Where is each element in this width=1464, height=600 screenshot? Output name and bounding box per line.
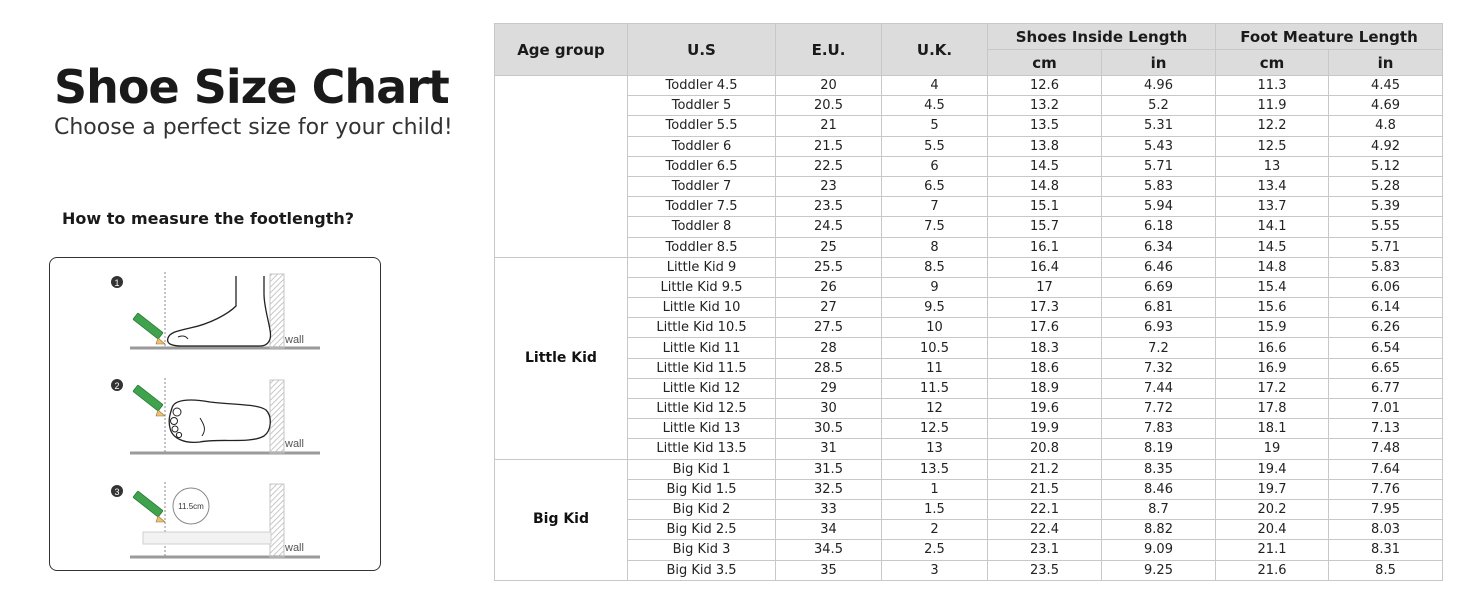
cell-us: Little Kid 11	[628, 338, 776, 358]
cell-foot-in: 5.71	[1329, 237, 1443, 257]
cell-eu: 30.5	[776, 419, 882, 439]
cell-shoes-cm: 18.9	[988, 378, 1102, 398]
cell-us: Little Kid 13.5	[628, 439, 776, 459]
age-group-cell: Big Kid	[495, 459, 628, 580]
cell-shoes-in: 8.46	[1102, 479, 1216, 499]
cell-uk: 7.5	[882, 217, 988, 237]
cell-uk: 6	[882, 156, 988, 176]
cell-shoes-in: 7.2	[1102, 338, 1216, 358]
cell-us: Little Kid 10.5	[628, 318, 776, 338]
table-row	[495, 197, 1443, 217]
header-shoes-in: in	[1102, 50, 1216, 76]
cell-foot-in: 5.12	[1329, 156, 1443, 176]
cell-us: Big Kid 2	[628, 499, 776, 519]
cell-eu: 35	[776, 560, 882, 580]
table-row	[495, 277, 1443, 297]
cell-us: Toddler 4.5	[628, 76, 776, 96]
cell-shoes-cm: 17.6	[988, 318, 1102, 338]
cell-shoes-cm: 22.4	[988, 520, 1102, 540]
cell-foot-cm: 16.6	[1216, 338, 1329, 358]
cell-foot-in: 7.13	[1329, 419, 1443, 439]
pencil-icon	[133, 313, 165, 344]
cell-us: Toddler 5.5	[628, 116, 776, 136]
table-row	[495, 176, 1443, 196]
cell-foot-in: 7.01	[1329, 399, 1443, 419]
cell-shoes-cm: 18.6	[988, 358, 1102, 378]
page-subtitle: Choose a perfect size for your child!	[54, 115, 453, 140]
cell-foot-cm: 14.8	[1216, 257, 1329, 277]
cell-uk: 11.5	[882, 378, 988, 398]
step-3	[111, 482, 320, 557]
cell-foot-cm: 19.4	[1216, 459, 1329, 479]
cell-shoes-in: 6.46	[1102, 257, 1216, 277]
cell-eu: 26	[776, 277, 882, 297]
cell-uk: 4	[882, 76, 988, 96]
cell-shoes-in: 9.25	[1102, 560, 1216, 580]
measurement-value: 11.5cm	[178, 502, 204, 511]
cell-foot-cm: 15.6	[1216, 298, 1329, 318]
pencil-icon	[133, 385, 165, 416]
header-age-group: Age group	[495, 24, 628, 76]
header-foot-cm: cm	[1216, 50, 1329, 76]
cell-us: Toddler 5	[628, 96, 776, 116]
cell-uk: 2.5	[882, 540, 988, 560]
cell-eu: 21.5	[776, 136, 882, 156]
cell-foot-cm: 13.4	[1216, 176, 1329, 196]
cell-eu: 27.5	[776, 318, 882, 338]
cell-foot-in: 7.64	[1329, 459, 1443, 479]
table-row	[495, 358, 1443, 378]
cell-eu: 33	[776, 499, 882, 519]
table-row	[495, 217, 1443, 237]
table-row	[495, 298, 1443, 318]
cell-eu: 31.5	[776, 459, 882, 479]
cell-foot-in: 6.26	[1329, 318, 1443, 338]
cell-uk: 13.5	[882, 459, 988, 479]
header-eu: E.U.	[776, 24, 882, 76]
step-2-number: 2	[114, 381, 120, 391]
cell-shoes-cm: 19.9	[988, 419, 1102, 439]
cell-foot-in: 6.77	[1329, 378, 1443, 398]
cell-foot-in: 4.92	[1329, 136, 1443, 156]
wall-icon	[270, 484, 284, 557]
table-row	[495, 96, 1443, 116]
cell-foot-in: 4.8	[1329, 116, 1443, 136]
cell-us: Little Kid 13	[628, 419, 776, 439]
cell-shoes-cm: 17	[988, 277, 1102, 297]
cell-shoes-cm: 17.3	[988, 298, 1102, 318]
cell-eu: 23	[776, 176, 882, 196]
foot-side-icon	[168, 276, 271, 346]
cell-us: Little Kid 11.5	[628, 358, 776, 378]
cell-us: Big Kid 1	[628, 459, 776, 479]
cell-us: Little Kid 12	[628, 378, 776, 398]
cell-us: Toddler 8.5	[628, 237, 776, 257]
cell-uk: 8	[882, 237, 988, 257]
cell-foot-cm: 13.7	[1216, 197, 1329, 217]
cell-foot-in: 5.39	[1329, 197, 1443, 217]
foot-top-icon	[169, 400, 270, 442]
header-foot-in: in	[1329, 50, 1443, 76]
cell-shoes-in: 5.94	[1102, 197, 1216, 217]
cell-shoes-cm: 20.8	[988, 439, 1102, 459]
cell-eu: 28.5	[776, 358, 882, 378]
cell-eu: 28	[776, 338, 882, 358]
cell-foot-cm: 12.5	[1216, 136, 1329, 156]
table-row	[495, 318, 1443, 338]
cell-shoes-cm: 13.5	[988, 116, 1102, 136]
cell-us: Toddler 6.5	[628, 156, 776, 176]
table-row	[495, 459, 1443, 479]
cell-us: Little Kid 9	[628, 257, 776, 277]
cell-shoes-cm: 12.6	[988, 76, 1102, 96]
age-group-cell	[495, 76, 628, 258]
cell-eu: 22.5	[776, 156, 882, 176]
step-1	[111, 272, 320, 348]
cell-eu: 29	[776, 378, 882, 398]
cell-us: Big Kid 1.5	[628, 479, 776, 499]
cell-shoes-in: 7.72	[1102, 399, 1216, 419]
cell-foot-in: 7.48	[1329, 439, 1443, 459]
cell-shoes-in: 8.82	[1102, 520, 1216, 540]
header-shoes-inside-length: Shoes Inside Length	[988, 24, 1216, 50]
table-row	[495, 439, 1443, 459]
cell-foot-in: 6.54	[1329, 338, 1443, 358]
cell-uk: 2	[882, 520, 988, 540]
cell-foot-cm: 13	[1216, 156, 1329, 176]
cell-us: Toddler 7	[628, 176, 776, 196]
cell-foot-cm: 19.7	[1216, 479, 1329, 499]
age-group-cell: Little Kid	[495, 257, 628, 459]
cell-foot-in: 5.83	[1329, 257, 1443, 277]
ruler-icon	[143, 532, 271, 544]
size-chart-table	[494, 23, 1443, 581]
cell-us: Big Kid 3	[628, 540, 776, 560]
table-row	[495, 520, 1443, 540]
cell-us: Toddler 7.5	[628, 197, 776, 217]
cell-shoes-cm: 18.3	[988, 338, 1102, 358]
table-row	[495, 499, 1443, 519]
cell-us: Big Kid 2.5	[628, 520, 776, 540]
table-row	[495, 560, 1443, 580]
cell-shoes-in: 9.09	[1102, 540, 1216, 560]
cell-shoes-cm: 15.7	[988, 217, 1102, 237]
cell-eu: 23.5	[776, 197, 882, 217]
measure-illustration	[50, 258, 380, 570]
wall-label: wall	[285, 334, 304, 346]
cell-eu: 25	[776, 237, 882, 257]
wall-icon	[270, 380, 284, 453]
cell-foot-in: 5.55	[1329, 217, 1443, 237]
cell-foot-in: 7.95	[1329, 499, 1443, 519]
cell-uk: 7	[882, 197, 988, 217]
cell-eu: 27	[776, 298, 882, 318]
header-us: U.S	[628, 24, 776, 76]
cell-uk: 10.5	[882, 338, 988, 358]
table-row	[495, 479, 1443, 499]
cell-foot-cm: 19	[1216, 439, 1329, 459]
step-2	[111, 378, 320, 453]
cell-foot-cm: 20.4	[1216, 520, 1329, 540]
cell-foot-cm: 21.6	[1216, 560, 1329, 580]
cell-eu: 31	[776, 439, 882, 459]
cell-shoes-in: 6.81	[1102, 298, 1216, 318]
cell-foot-in: 8.03	[1329, 520, 1443, 540]
cell-shoes-in: 8.7	[1102, 499, 1216, 519]
cell-uk: 13	[882, 439, 988, 459]
cell-foot-cm: 17.2	[1216, 378, 1329, 398]
cell-foot-in: 8.31	[1329, 540, 1443, 560]
table-row	[495, 237, 1443, 257]
cell-foot-cm: 16.9	[1216, 358, 1329, 378]
cell-shoes-cm: 16.4	[988, 257, 1102, 277]
cell-uk: 3	[882, 560, 988, 580]
cell-us: Toddler 6	[628, 136, 776, 156]
cell-shoes-in: 5.71	[1102, 156, 1216, 176]
cell-uk: 5.5	[882, 136, 988, 156]
cell-foot-in: 8.5	[1329, 560, 1443, 580]
table-row	[495, 540, 1443, 560]
cell-uk: 4.5	[882, 96, 988, 116]
wall-label: wall	[285, 542, 304, 554]
cell-uk: 11	[882, 358, 988, 378]
cell-foot-in: 4.69	[1329, 96, 1443, 116]
cell-us: Little Kid 9.5	[628, 277, 776, 297]
cell-shoes-cm: 23.5	[988, 560, 1102, 580]
cell-us: Toddler 8	[628, 217, 776, 237]
cell-foot-cm: 15.9	[1216, 318, 1329, 338]
cell-eu: 25.5	[776, 257, 882, 277]
cell-eu: 20.5	[776, 96, 882, 116]
cell-foot-cm: 11.3	[1216, 76, 1329, 96]
cell-foot-cm: 15.4	[1216, 277, 1329, 297]
table-row	[495, 257, 1443, 277]
cell-foot-in: 6.14	[1329, 298, 1443, 318]
cell-foot-cm: 14.5	[1216, 237, 1329, 257]
cell-shoes-in: 6.18	[1102, 217, 1216, 237]
cell-shoes-cm: 16.1	[988, 237, 1102, 257]
cell-shoes-in: 5.2	[1102, 96, 1216, 116]
cell-eu: 30	[776, 399, 882, 419]
cell-uk: 12.5	[882, 419, 988, 439]
header-uk: U.K.	[882, 24, 988, 76]
cell-uk: 10	[882, 318, 988, 338]
cell-shoes-in: 5.31	[1102, 116, 1216, 136]
cell-foot-cm: 12.2	[1216, 116, 1329, 136]
cell-us: Little Kid 10	[628, 298, 776, 318]
cell-eu: 20	[776, 76, 882, 96]
cell-foot-in: 5.28	[1329, 176, 1443, 196]
cell-uk: 6.5	[882, 176, 988, 196]
cell-eu: 32.5	[776, 479, 882, 499]
cell-foot-cm: 20.2	[1216, 499, 1329, 519]
wall-label: wall	[285, 438, 304, 450]
cell-uk: 5	[882, 116, 988, 136]
cell-us: Little Kid 12.5	[628, 399, 776, 419]
cell-shoes-in: 5.83	[1102, 176, 1216, 196]
table-row	[495, 378, 1443, 398]
page-title: Shoe Size Chart	[54, 60, 449, 114]
cell-shoes-in: 7.32	[1102, 358, 1216, 378]
cell-shoes-in: 8.35	[1102, 459, 1216, 479]
table-row	[495, 399, 1443, 419]
cell-shoes-cm: 14.5	[988, 156, 1102, 176]
cell-shoes-cm: 21.2	[988, 459, 1102, 479]
cell-foot-cm: 21.1	[1216, 540, 1329, 560]
measure-instructions-panel	[49, 257, 381, 571]
cell-eu: 34.5	[776, 540, 882, 560]
cell-shoes-cm: 13.8	[988, 136, 1102, 156]
size-chart-body	[495, 76, 1443, 581]
cell-foot-in: 7.76	[1329, 479, 1443, 499]
cell-foot-cm: 11.9	[1216, 96, 1329, 116]
cell-uk: 12	[882, 399, 988, 419]
header-shoes-cm: cm	[988, 50, 1102, 76]
table-row	[495, 136, 1443, 156]
cell-shoes-in: 6.34	[1102, 237, 1216, 257]
cell-shoes-cm: 21.5	[988, 479, 1102, 499]
table-row	[495, 338, 1443, 358]
cell-shoes-cm: 15.1	[988, 197, 1102, 217]
cell-shoes-cm: 13.2	[988, 96, 1102, 116]
cell-shoes-in: 4.96	[1102, 76, 1216, 96]
cell-us: Big Kid 3.5	[628, 560, 776, 580]
cell-shoes-in: 5.43	[1102, 136, 1216, 156]
cell-foot-cm: 14.1	[1216, 217, 1329, 237]
cell-eu: 21	[776, 116, 882, 136]
table-row	[495, 116, 1443, 136]
cell-shoes-cm: 23.1	[988, 540, 1102, 560]
step-1-number: 1	[114, 278, 120, 288]
cell-uk: 8.5	[882, 257, 988, 277]
cell-shoes-in: 6.93	[1102, 318, 1216, 338]
cell-shoes-in: 8.19	[1102, 439, 1216, 459]
cell-foot-in: 6.06	[1329, 277, 1443, 297]
cell-uk: 9.5	[882, 298, 988, 318]
table-row	[495, 76, 1443, 96]
header-foot-measure-length: Foot Meature Length	[1216, 24, 1443, 50]
cell-shoes-in: 6.69	[1102, 277, 1216, 297]
cell-shoes-cm: 19.6	[988, 399, 1102, 419]
cell-foot-in: 6.65	[1329, 358, 1443, 378]
wall-icon	[270, 274, 284, 348]
measure-heading: How to measure the footlength?	[62, 209, 355, 228]
cell-shoes-in: 7.83	[1102, 419, 1216, 439]
pencil-icon	[133, 491, 165, 522]
cell-shoes-in: 7.44	[1102, 378, 1216, 398]
cell-uk: 9	[882, 277, 988, 297]
cell-foot-cm: 18.1	[1216, 419, 1329, 439]
table-row	[495, 419, 1443, 439]
cell-foot-cm: 17.8	[1216, 399, 1329, 419]
cell-uk: 1	[882, 479, 988, 499]
cell-shoes-cm: 14.8	[988, 176, 1102, 196]
step-3-number: 3	[114, 487, 120, 497]
cell-shoes-cm: 22.1	[988, 499, 1102, 519]
cell-foot-in: 4.45	[1329, 76, 1443, 96]
cell-eu: 34	[776, 520, 882, 540]
table-row	[495, 156, 1443, 176]
cell-uk: 1.5	[882, 499, 988, 519]
cell-eu: 24.5	[776, 217, 882, 237]
